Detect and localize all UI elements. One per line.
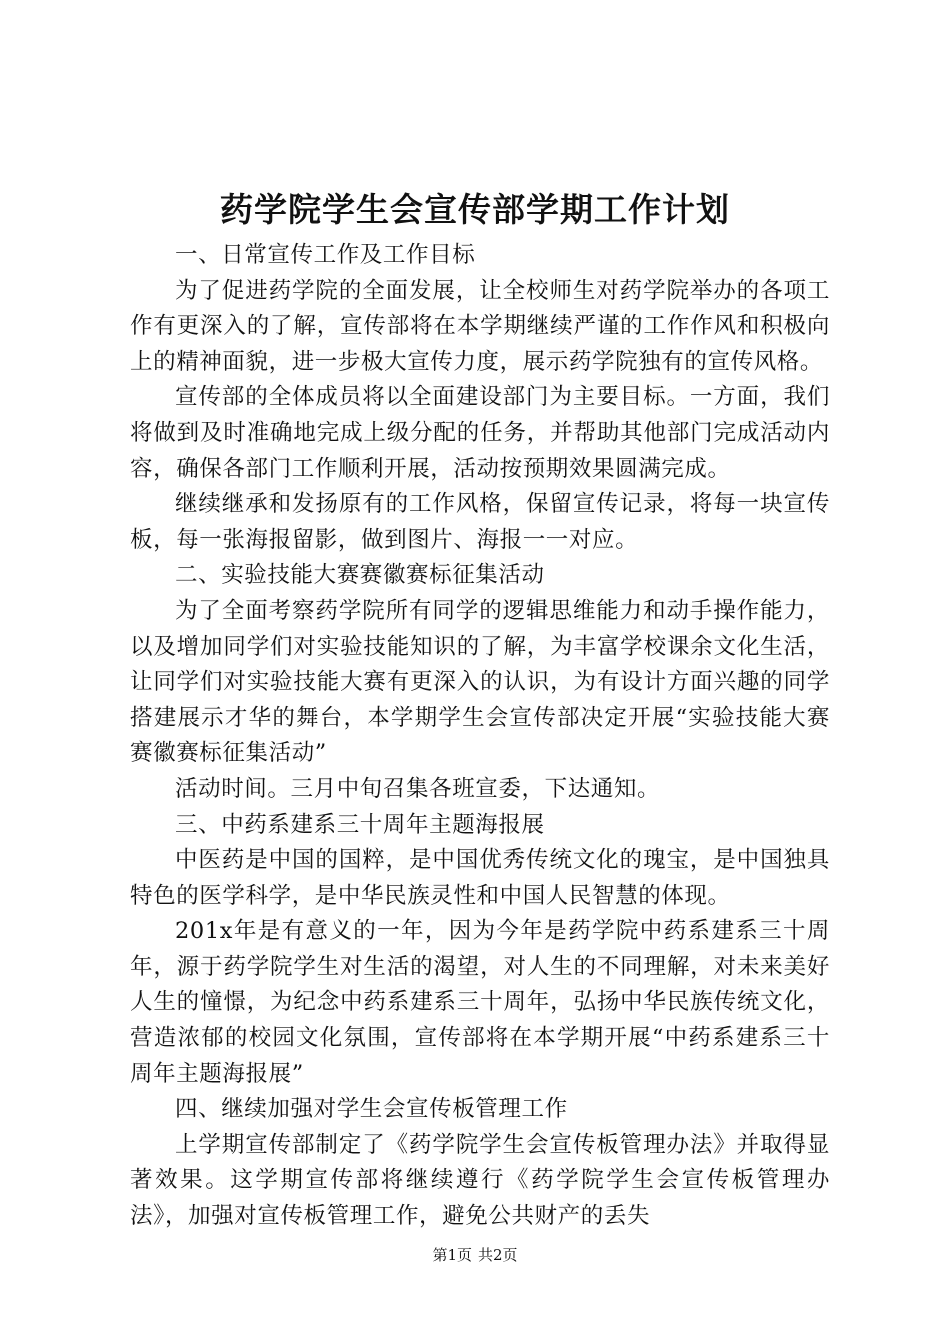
page-total: 共2页 — [478, 1246, 518, 1264]
paragraph: 为了全面考察药学院所有同学的逻辑思维能力和动手操作能力，以及增加同学们对实验技能知识的了解，为丰富学校课余文化生活，让同学们对实验技能大赛有更深入的认识，为有设计方面兴趣的同学搭建展示才华的舞台，本学期学生会宣传部决定开展“实验技能大赛赛徽赛标征集活动” — [130, 597, 830, 767]
section-heading-2: 二、实验技能大赛赛徽赛标征集活动 — [175, 562, 545, 589]
page-number: 第1页 — [432, 1246, 472, 1264]
section-heading-3: 三、中药系建系三十周年主题海报展 — [175, 811, 545, 838]
paragraph: 活动时间。三月中旬召集各班宣委，下达通知。 — [175, 775, 661, 802]
document-body — [130, 238, 830, 1235]
paragraph: 继续继承和发扬原有的工作风格，保留宣传记录，将每一块宣传板，每一张海报留影，做到图片、海报一一对应。 — [130, 491, 830, 553]
paragraph: 201x年是有意义的一年，因为今年是药学院中药系建系三十周年，源于药学院学生对生活的渴望，对人生的不同理解，对未来美好人生的憧憬，为纪念中药系建系三十周年，弘扬中华民族传统文化，营造浓郁的校园文化氛围，宣传部将在本学期开展“中药系建系三十周年主题海报展” — [130, 918, 830, 1087]
paragraph: 上学期宣传部制定了《药学院学生会宣传板管理办法》并取得显著效果。这学期宣传部将继续遵行《药学院学生会宣传板管理办法》，加强对宣传板管理工作，避免公共财产的丢失 — [130, 1131, 830, 1230]
paragraph: 中医药是中国的国粹，是中国优秀传统文化的瑰宝，是中国独具特色的医学科学，是中华民族灵性和中国人民智慧的体现。 — [130, 847, 830, 909]
section-heading-1: 一、日常宣传工作及工作目标 — [175, 242, 476, 268]
page-footer — [0, 1245, 950, 1265]
paragraph: 宣传部的全体成员将以全面建设部门为主要目标。一方面，我们将做到及时准确地完成上级分配的任务，并帮助其他部门完成活动内容，确保各部门工作顺利开展，活动按预期效果圆满完成。 — [130, 384, 830, 482]
paragraph: 为了促进药学院的全面发展，让全校师生对药学院举办的各项工作有更深入的了解，宣传部将在本学期继续严谨的工作作风和积极向上的精神面貌，进一步极大宣传力度，展示药学院独有的宣传风格。 — [130, 277, 830, 375]
document-title: 药学院学生会宣传部学期工作计划 — [220, 190, 730, 229]
section-heading-4: 四、继续加强对学生会宣传板管理工作 — [175, 1096, 568, 1123]
